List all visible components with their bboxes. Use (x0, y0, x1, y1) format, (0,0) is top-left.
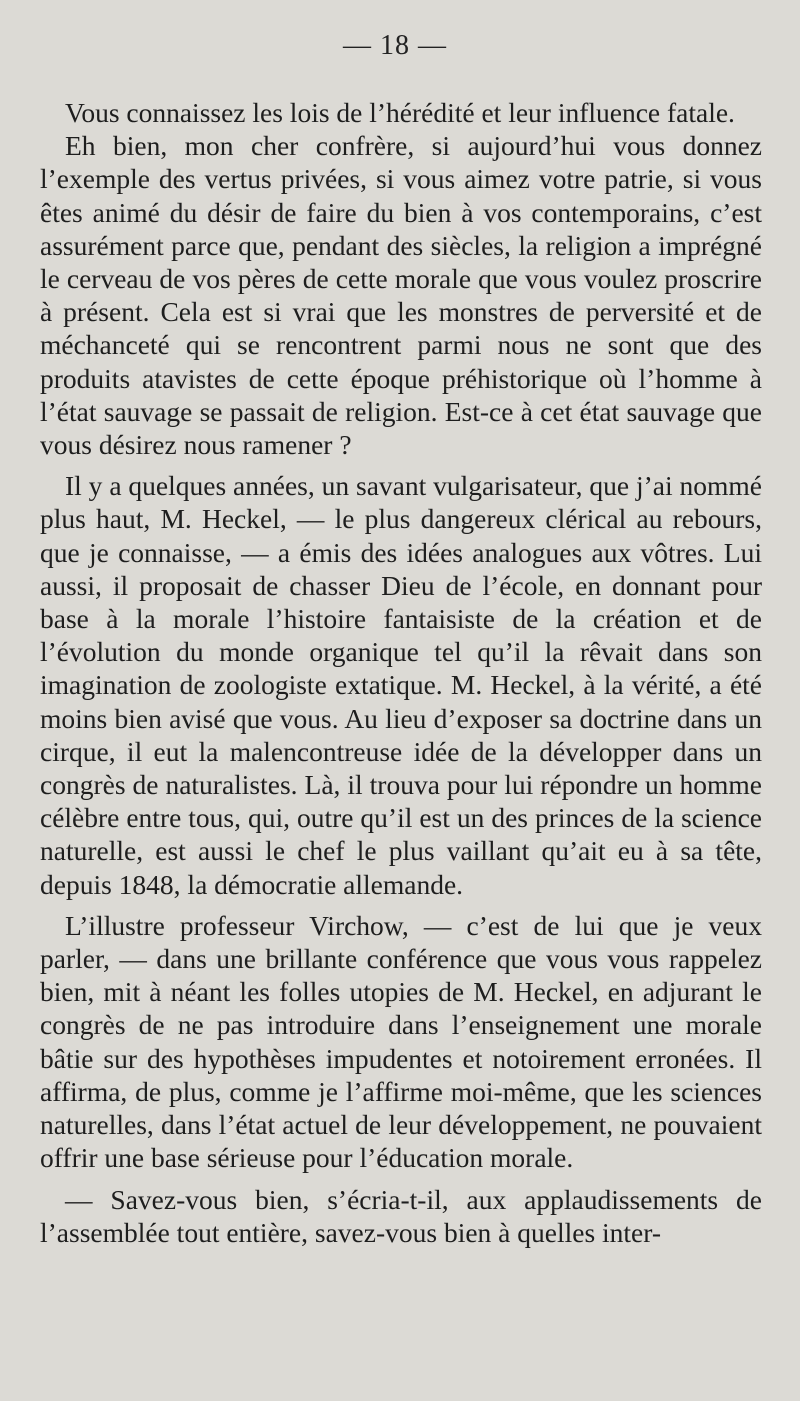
paragraph: Il y a quelques années, un savant vulgarisateur, que j’ai nommé plus haut, M. Heckel, — le plus dangereux clérical au rebours, que je connaisse, — a émis des idées analogues aux vôtres. Lui aussi, il proposait de chasser Dieu de l’école, en donnant pour base à la morale l’histoire fantaisiste de la création et de l’évolution du monde organique tel qu’il la rêvait dans son imagination de zoologiste extatique. M. Heckel, à la vérité, a été moins bien avisé que vous. Au lieu d’exposer sa doctrine dans un cirque, il eut la malencontreuse idée de la développer dans un congrès de naturalistes. Là, il trouva pour lui répondre un homme célèbre entre tous, qui, outre qu’il est un des princes de la science naturelle, est aussi le chef le plus vaillant qu’ait eu à sa tête, depuis 1848, la démocratie allemande. (40, 470, 762, 900)
paragraph: — Savez-vous bien, s’écria-t-il, aux applaudissements de l’assemblée tout entière, savez-vous bien à quelles inter- (40, 1183, 762, 1248)
page-body (40, 96, 762, 1249)
page-number: — 18 — (343, 30, 447, 61)
paragraph: L’illustre professeur Virchow, — c’est de lui que je veux parler, — dans une brillante conférence que vous vous rappelez bien, mit à néant les folles utopies de M. Heckel, en adjurant le congrès de ne pas introduire dans l’enseignement une morale bâtie sur des hypothèses impudentes et notoirement erronées. Il affirma, de plus, comme je l’affirme moi-même, que les sciences naturelles, dans l’état actuel de leur développement, ne pouvaient offrir une base sérieuse pour l’éducation morale. (40, 909, 762, 1174)
paragraph: Eh bien, mon cher confrère, si aujourd’hui vous donnez l’exemple des vertus privées, si vous aimez votre patrie, si vous êtes animé du désir de faire du bien à vos contemporains, c’est assurément parce que, pendant des siècles, la religion a imprégné le cerveau de vos pères de cette morale que vous voulez proscrire à présent. Cela est si vrai que les monstres de perversité et de méchanceté qui se rencontrent parmi nous ne sont que des produits atavistes de cette époque préhistorique où l’homme à l’état sauvage se passait de religion. Est-ce à cet état sauvage que vous désirez nous ramener ? (40, 130, 762, 461)
paragraph: Vous connaissez les lois de l’hérédité et leur influence fatale. (65, 97, 735, 128)
